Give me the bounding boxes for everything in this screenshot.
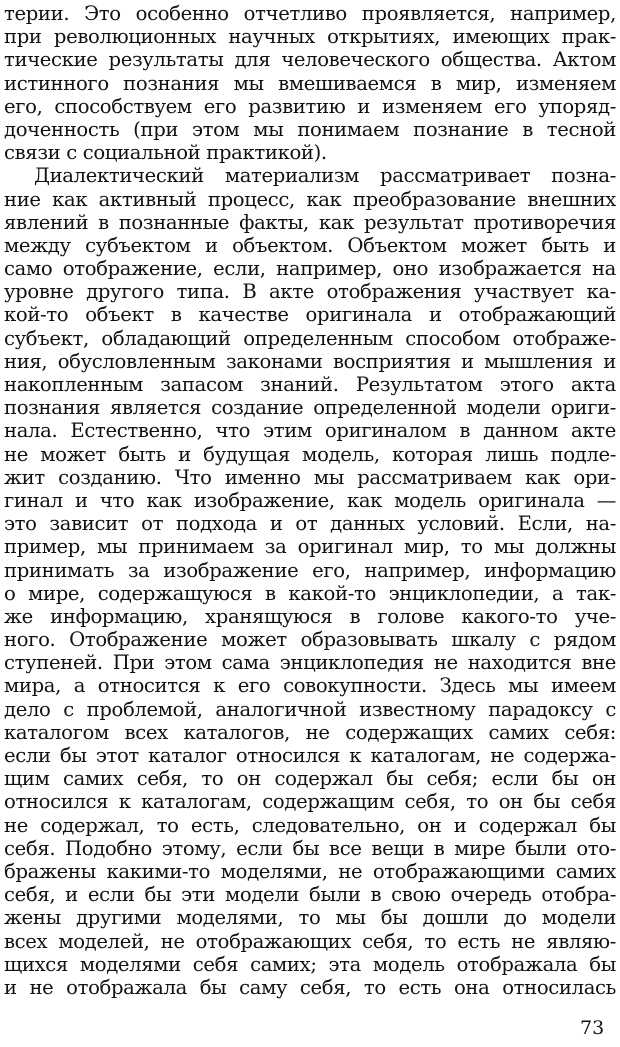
text-line: его, способствуем его развитию и изменяем его упоряд- — [4, 94, 616, 118]
text-line: истинного познания мы вмешиваемся в мир, изменяем — [4, 71, 616, 95]
text-line: же информацию, хранящуюся в голове какого-то уче- — [4, 604, 616, 628]
text-line: субъект, обладающий определенным способом отображе- — [4, 326, 616, 350]
text-line: о мире, содержащуюся в какой-то энциклопедии, а так- — [4, 581, 616, 605]
text-line: гинал и что как изображение, как модель оригинала — — [4, 488, 616, 512]
text-line: если бы этот каталог относился к каталогам, не содержа- — [4, 744, 616, 767]
text-line: уровне другого типа. В акте отображения участвует ка- — [4, 280, 616, 304]
text-line: принимать за изображение его, например, информацию — [4, 558, 616, 582]
text-line: познания является создание определенной модели ориги- — [4, 396, 616, 420]
text-line: при революционных научных открытиях, имеющих прак- — [4, 25, 616, 49]
text-line: относился к каталогам, содержащим себя, то он бы себя — [4, 790, 616, 814]
text-line: ного. Отображение может образовывать шкалу с рядом — [4, 628, 616, 652]
body-text — [4, 2, 616, 999]
text-line: дело с проблемой, аналогичной известному парадоксу с — [4, 697, 616, 721]
text-line: каталогом всех каталогов, не содержащих самих себя: — [4, 720, 616, 744]
paragraph-start-line: Диалектический материализм рассматривает позна- — [34, 164, 616, 188]
text-line: пример, мы принимаем за оригинал мир, то мы должны — [4, 535, 616, 559]
text-line: связи с социальной практикой). — [4, 141, 327, 165]
text-line: терии. Это особенно отчетливо проявляется, например, — [4, 2, 616, 25]
text-line: себя, и если бы эти модели были в свою очередь отобра- — [4, 883, 616, 907]
text-line: ступеней. При этом сама энциклопедия не находится вне — [4, 651, 616, 675]
text-line: явлений в познанные факты, как результат противоречия — [4, 210, 616, 234]
page-number: 73 — [580, 1017, 605, 1039]
text-line: всех моделей, не отображающих себя, то есть не являю- — [4, 929, 616, 953]
text-line: и не отображала бы саму себя, то есть она относилась — [4, 975, 616, 999]
text-line: доченность (при этом мы понимаем познание в тесной — [4, 117, 616, 141]
text-line: мира, а относится к его совокупности. Здесь мы имеем — [4, 674, 616, 698]
text-line: не может быть и будущая модель, которая лишь подле- — [4, 442, 616, 466]
text-line: себя. Подобно этому, если бы все вещи в мире были ото- — [4, 836, 616, 860]
text-line: само отображение, если, например, оно изображается на — [4, 257, 616, 281]
text-line: бражены какими-то моделями, не отображающими самих — [4, 859, 616, 883]
text-line: кой-то объект в качестве оригинала и отображающий — [4, 303, 616, 327]
text-line: это зависит от подхода и от данных условий. Если, на- — [4, 512, 616, 536]
text-line: щихся моделями себя самих; эта модель отображала бы — [4, 952, 616, 976]
text-line: между субъектом и объектом. Объектом может быть и — [4, 233, 616, 257]
text-line: ния, обусловленным законами восприятия и мышления и — [4, 349, 616, 373]
text-line: жит созданию. Что именно мы рассматриваем как ори- — [4, 465, 616, 489]
text-line: не содержал, то есть, следовательно, он и содержал бы — [4, 813, 616, 837]
text-line: щим самих себя, то он содержал бы себя; если бы он — [4, 767, 616, 791]
text-line: жены другими моделями, то мы бы дошли до модели — [4, 906, 616, 930]
text-line: тические результаты для человеческого общества. Актом — [4, 48, 616, 72]
text-line: нала. Естественно, что этим оригиналом в данном акте — [4, 419, 616, 443]
text-line: накопленным запасом знаний. Результатом этого акта — [4, 373, 616, 396]
text-line: ние как активный процесс, как преобразование внешних — [4, 187, 616, 211]
